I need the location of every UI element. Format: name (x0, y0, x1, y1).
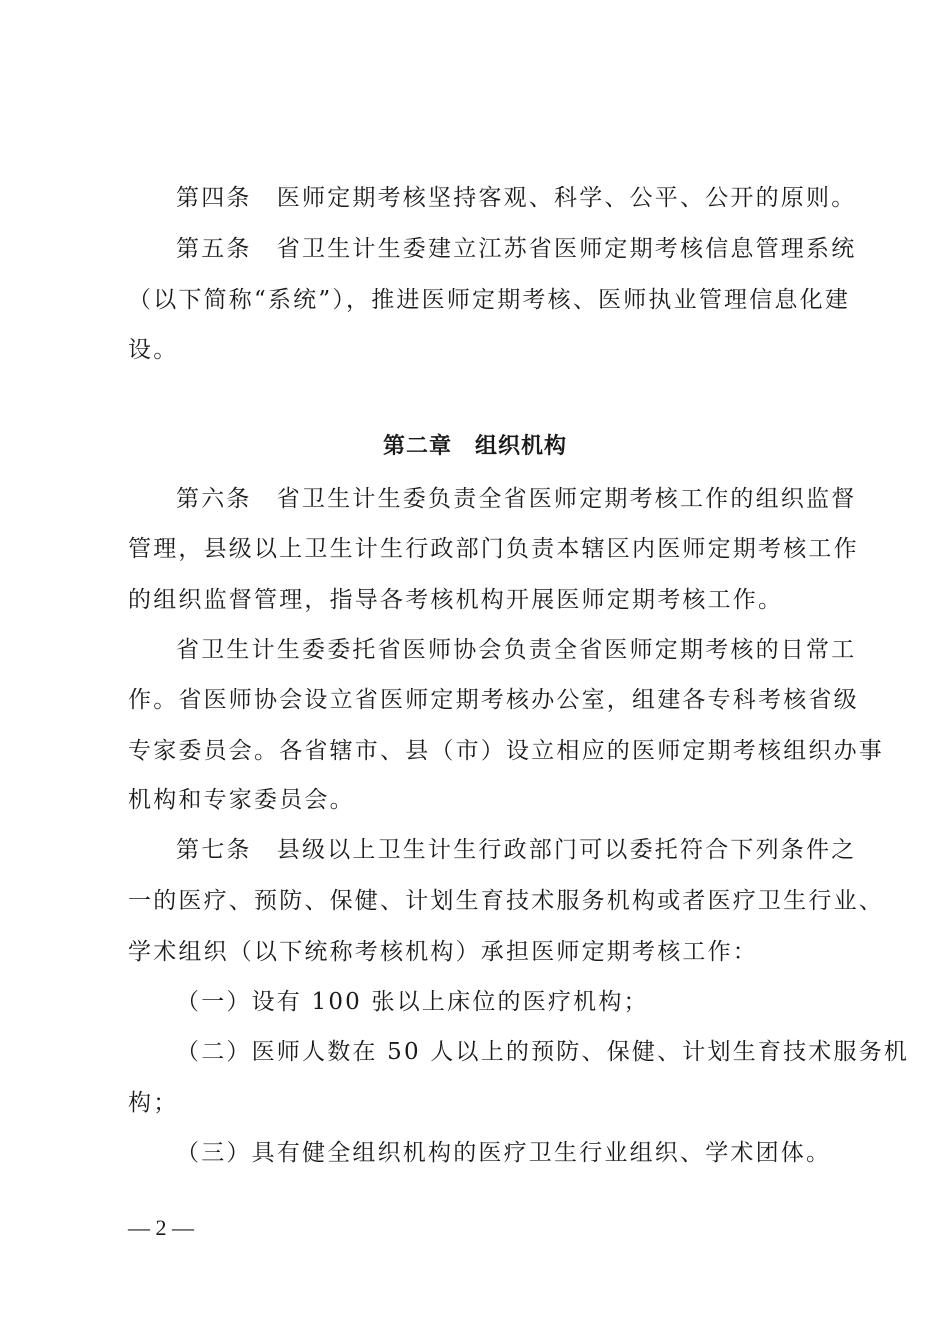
article-5-line-3: 设。 (128, 337, 179, 363)
list-item-1: （一）设有 100 张以上床位的医疗机构； (176, 989, 649, 1015)
list-item-2-line-1: （二）医师人数在 50 人以上的预防、保健、计划生育技术服务机 (176, 1039, 910, 1065)
article-5-line-2: （以下简称“系统”），推进医师定期考核、医师执业管理信息化建 (128, 287, 851, 313)
article-4-line-1: 第四条 医师定期考核坚持客观、科学、公平、公开的原则。 (176, 185, 857, 211)
list-item-3: （三）具有健全组织机构的医疗卫生行业组织、学术团体。 (176, 1140, 832, 1166)
page-number: — 2 — (128, 1215, 194, 1240)
chapter-heading: 第二章 组织机构 (382, 434, 567, 459)
article-6b-line-2: 作。省医师协会设立省医师定期考核办公室，组建各专科考核省级 (128, 687, 859, 713)
article-6b-line-1: 省卫生计生委委托省医师协会负责全省医师定期考核的日常工 (176, 637, 857, 663)
list-item-2-line-2: 构； (128, 1090, 179, 1116)
article-7-line-2: 一的医疗、预防、保健、计划生育技术服务机构或者医疗卫生行业、 (128, 888, 884, 914)
article-6-line-1: 第六条 省卫生计生委负责全省医师定期考核工作的组织监督 (176, 486, 857, 512)
article-5-line-1: 第五条 省卫生计生委建立江苏省医师定期考核信息管理系统 (176, 236, 857, 262)
article-6b-line-4: 机构和专家委员会。 (128, 787, 355, 813)
article-6-line-3: 的组织监督管理，指导各考核机构开展医师定期考核工作。 (128, 587, 784, 613)
article-6-line-2: 管理，县级以上卫生计生行政部门负责本辖区内医师定期考核工作 (128, 536, 859, 562)
article-7-line-3: 学术组织（以下统称考核机构）承担医师定期考核工作： (128, 939, 758, 965)
article-6b-line-3: 专家委员会。各省辖市、县（市）设立相应的医师定期考核组织办事 (128, 738, 884, 764)
article-7-line-1: 第七条 县级以上卫生计生行政部门可以委托符合下列条件之 (176, 837, 857, 863)
